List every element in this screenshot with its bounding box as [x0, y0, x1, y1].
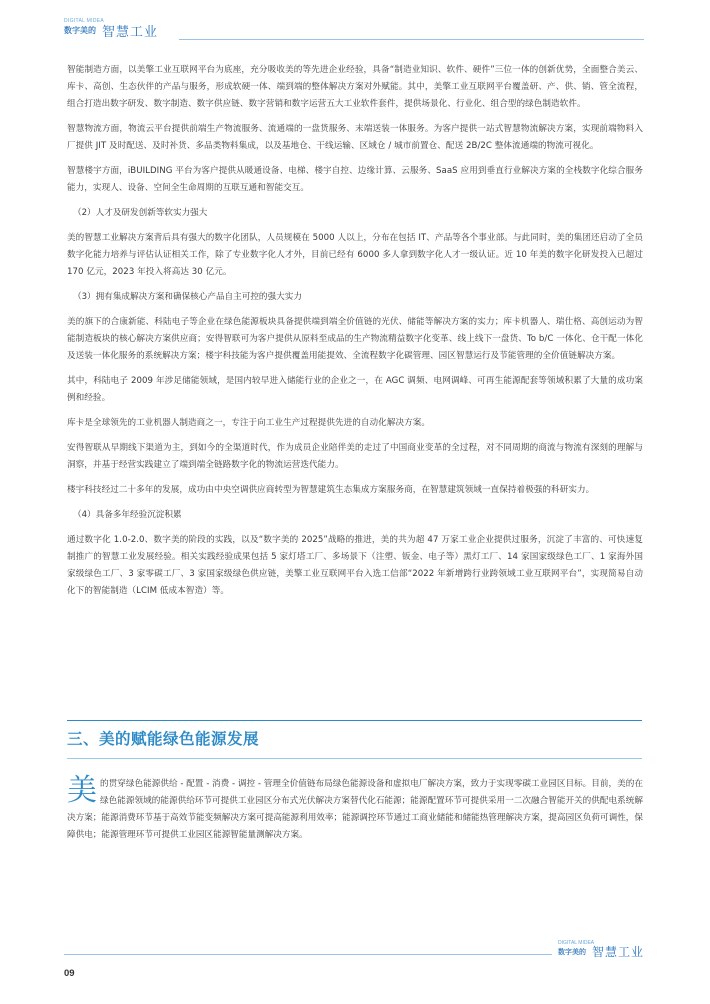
paragraph-smart-logistics: 智慧物流方面，物流云平台提供前端生产物流服务、流通端的一盘货服务、末端送装一体服务。为客户提供一站式智慧物流解决方案，实现前端物料入厂提供 JIT 及时配送、及时补货、多品类物料集成，以及基地仓、干线运输、区域仓 / 城市前置仓、配送 2B/2C 整体流通端的物流可视化。: [67, 124, 643, 151]
logo-mid-text: 数字美的: [64, 26, 96, 35]
logo-big-text: 智慧工业: [102, 25, 159, 40]
section-intro-text: 的贯穿绿色能源供给 - 配置 - 消费 - 调控 - 管理全价值链布局绿色能源设备和虚拟电厂解决方案，致力于实现零碳工业园区目标。目前，美的在绿色能源领域的能源供给环节可提供工业园区分布式光伏解决方案替代化石能源；能源配置环节可提供采用一二次融合智能开关的供配电系统解决方案；能源消费环节基于高效节能变频解决方案可提高能源利用效率；能源调控环节通过工商业储能和储能热管理解决方案，提高园区负荷可调性，保障供电；能源管理环节可提供工业园区能源智能量测解决方案。: [67, 779, 643, 840]
footer-logo-small-text: DIGITAL MIDEA: [558, 940, 595, 946]
paragraph-clou-electronics: 其中，科陆电子 2009 年涉足储能领域，是国内较早进入储能行业的企业之一，在 AGC 调频、电网调峰、可再生能源配套等领域积累了大量的成功案例和经验。: [67, 376, 643, 403]
paragraph-building-tech: 楼宇科技经过二十多年的发展，成功由中央空调供应商转型为智慧建筑生态集成方案服务商，在智慧建筑领域一直保持着极强的科研实力。: [67, 485, 595, 495]
drop-cap: 美: [67, 773, 97, 808]
subhead-experience: （4）具备多年经验沉淀积累: [73, 510, 182, 520]
section-top-rule: [67, 720, 642, 721]
paragraph-kuka: 库卡是全球领先的工业机器人制造商之一，专注于向工业生产过程提供先进的自动化解决方案。: [67, 418, 431, 428]
paragraph-smart-building: 智慧楼宇方面，iBUILDING 平台为客户提供从暖通设备、电梯、楼宇自控、边缘计算、云服务、SaaS 应用到垂直行业解决方案的全栈数字化综合服务能力，实现人、设备、空间全生命周期的互联互通和智能交互。: [67, 166, 643, 193]
logo-small-text: DIGITAL MIDEA: [64, 18, 105, 24]
paragraph-experience: 通过数字化 1.0-2.0、数字美的阶段的实践，以及“数字美的 2025”战略的推进，美的共为超 47 万家工业企业提供过服务，沉淀了丰富的、可快速复制推广的智慧工业发展经验。相关实践经验成果包括 5 家灯塔工厂、多场景下（注塑、钣金、电子等）黑灯工厂、14 家国家级绿色工厂、1 家海外国家级绿色工厂、3 家零碳工厂、3 家国家级绿色供应链，美擎工业互联网平台入选工信部“2022 年新增跨行业跨领域工业互联网平台”，实现简易自动化下的智能制造（LCIM 低成本智造）等。: [67, 535, 643, 596]
section-heading: [67, 714, 642, 760]
footer-logo-big-text: 智慧工业: [592, 945, 645, 959]
subhead-integrated-solutions: （3）拥有集成解决方案和确保核心产品自主可控的强大实力: [73, 292, 302, 302]
digital-midea-logo: [64, 18, 176, 44]
page-number: 09: [64, 968, 75, 979]
section-intro: [67, 773, 643, 844]
section-bottom-rule: [67, 758, 642, 759]
footer-divider: [64, 954, 552, 955]
footer-logo: [558, 940, 648, 966]
page-footer: [64, 936, 646, 996]
page-header: [64, 18, 644, 48]
header-divider: [179, 39, 644, 40]
paragraph-subsidiaries: 美的旗下的合康新能、科陆电子等企业在绿色能源板块具备提供端到端全价值链的光伏、储能等解决方案的实力；库卡机器人、瑞仕格、高创运动为智能制造板块的核心解决方案供应商；安得智联可为客户提供从原料至成品的生产物流精益数字化变革、线上线下一盘货、To b/C 一体化、仓干配一体化及送装一体化服务的系统解决方案；楼宇科技能为客户提供覆盖用能提效、全流程数字化碳管理、园区智慧运行及节能管理的全价值链解决方案。: [67, 317, 643, 361]
main-content: [67, 62, 643, 608]
paragraph-smart-manufacturing: 智能制造方面，以美擎工业互联网平台为底座，充分吸收美的等先进企业经验，具备“制造业知识、软件、硬件”三位一体的创新优势，全面整合美云、库卡、高创、生态伙伴的产品与服务，形成软硬一体、端到端的整体解决方案对外赋能。其中，美擎工业互联网平台覆盖研、产、供、销、管全流程，组合打造出数字研发、数字制造、数字供应链、数字营销和数字运营五大工业软件套件，提供场景化、行业化、组合型的绿色制造软件。: [67, 65, 643, 109]
footer-logo-mid-text: 数字美的: [558, 948, 586, 956]
section-title: 三、美的赋能绿色能源发展: [67, 730, 260, 748]
paragraph-annto: 安得智联从早期线下渠道为主，到如今的全渠道时代，作为成员企业陪伴美的走过了中国商业变革的全过程，对不同周期的商流与物流有深刻的理解与洞察，并基于经营实践建立了端到端全链路数字化的物流运营迭代能力。: [67, 443, 643, 470]
subhead-talent-rd: （2）人才及研发创新等软实力强大: [73, 208, 208, 218]
paragraph-talent-rd: 美的智慧工业解决方案背后具有强大的数字化团队，人员规模在 5000 人以上，分布在包括 IT、产品等各个事业部。与此同时，美的集团还启动了全员数字化能力培养与评估认证相关工作，除了专业数字化人才外，目前已经有 6000 多人拿到数字化人才一级认证。近 10 年美的数字化研发投入已超过 170 亿元，2023 年投入将高达 30 亿元。: [67, 233, 643, 277]
